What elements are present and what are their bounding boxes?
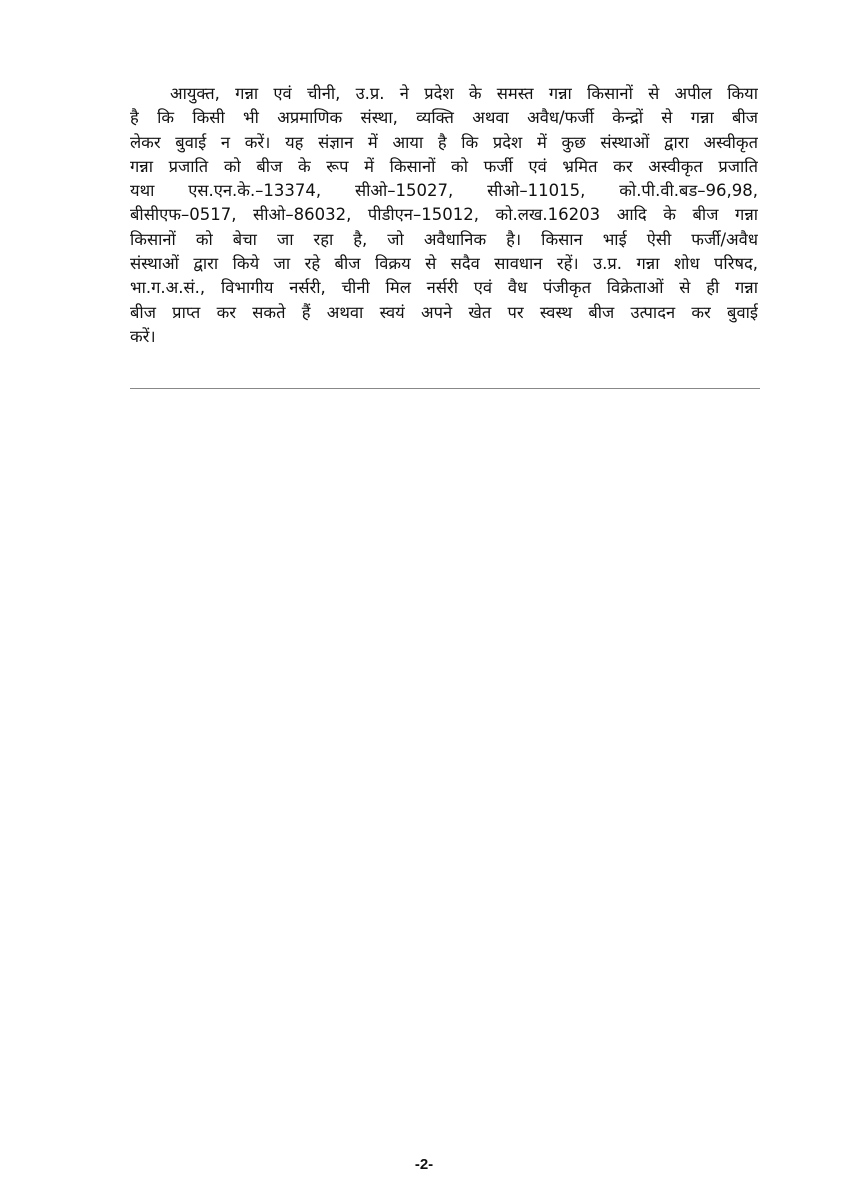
horizontal-rule [130, 388, 760, 389]
paragraph-line: बीज प्राप्त कर सकते हैं अथवा स्वयं अपने खेत पर स्वस्थ बीज उत्पादन कर बुवाई [130, 302, 758, 322]
paragraph-line: यथा एस.एन.के.–13374, सीओ–15027, सीओ–11015, को.पी.वी.बड–96,98, [130, 181, 758, 201]
paragraph-line: लेकर बुवाई न करें। यह संज्ञान में आया है कि प्रदेश में कुछ संस्थाओं द्वारा अस्वीकृत [130, 132, 758, 152]
paragraph-line: किसानों को बेचा जा रहा है, जो अवैधानिक है। किसान भाई ऐसी फर्जी/अवैध [130, 229, 758, 249]
appeal-paragraph [130, 82, 758, 349]
paragraph-line: करें। [130, 326, 156, 346]
page-number: -2- [414, 1156, 434, 1173]
paragraph-line: गन्ना प्रजाति को बीज के रूप में किसानों को फर्जी एवं भ्रमित कर अस्वीकृत प्रजाति [130, 156, 758, 176]
paragraph-line: है कि किसी भी अप्रमाणिक संस्था, व्यक्ति अथवा अवैध/फर्जी केन्द्रों से गन्ना बीज [130, 108, 758, 128]
paragraph-line: भा.ग.अ.सं., विभागीय नर्सरी, चीनी मिल नर्सरी एवं वैध पंजीकृत विक्रेताओं से ही गन्ना [130, 278, 758, 298]
paragraph-line: आयुक्त, गन्ना एवं चीनी, उ.प्र. ने प्रदेश के समस्त गन्ना किसानों से अपील किया [170, 84, 758, 103]
paragraph-line: बीसीएफ–0517, सीओ–86032, पीडीएन–15012, को.लख.16203 आदि के बीज गन्ना [130, 205, 758, 225]
paragraph-line: संस्थाओं द्वारा किये जा रहे बीज विक्रय से सदैव सावधान रहें। उ.प्र. गन्ना शोध परिषद, [130, 254, 758, 274]
